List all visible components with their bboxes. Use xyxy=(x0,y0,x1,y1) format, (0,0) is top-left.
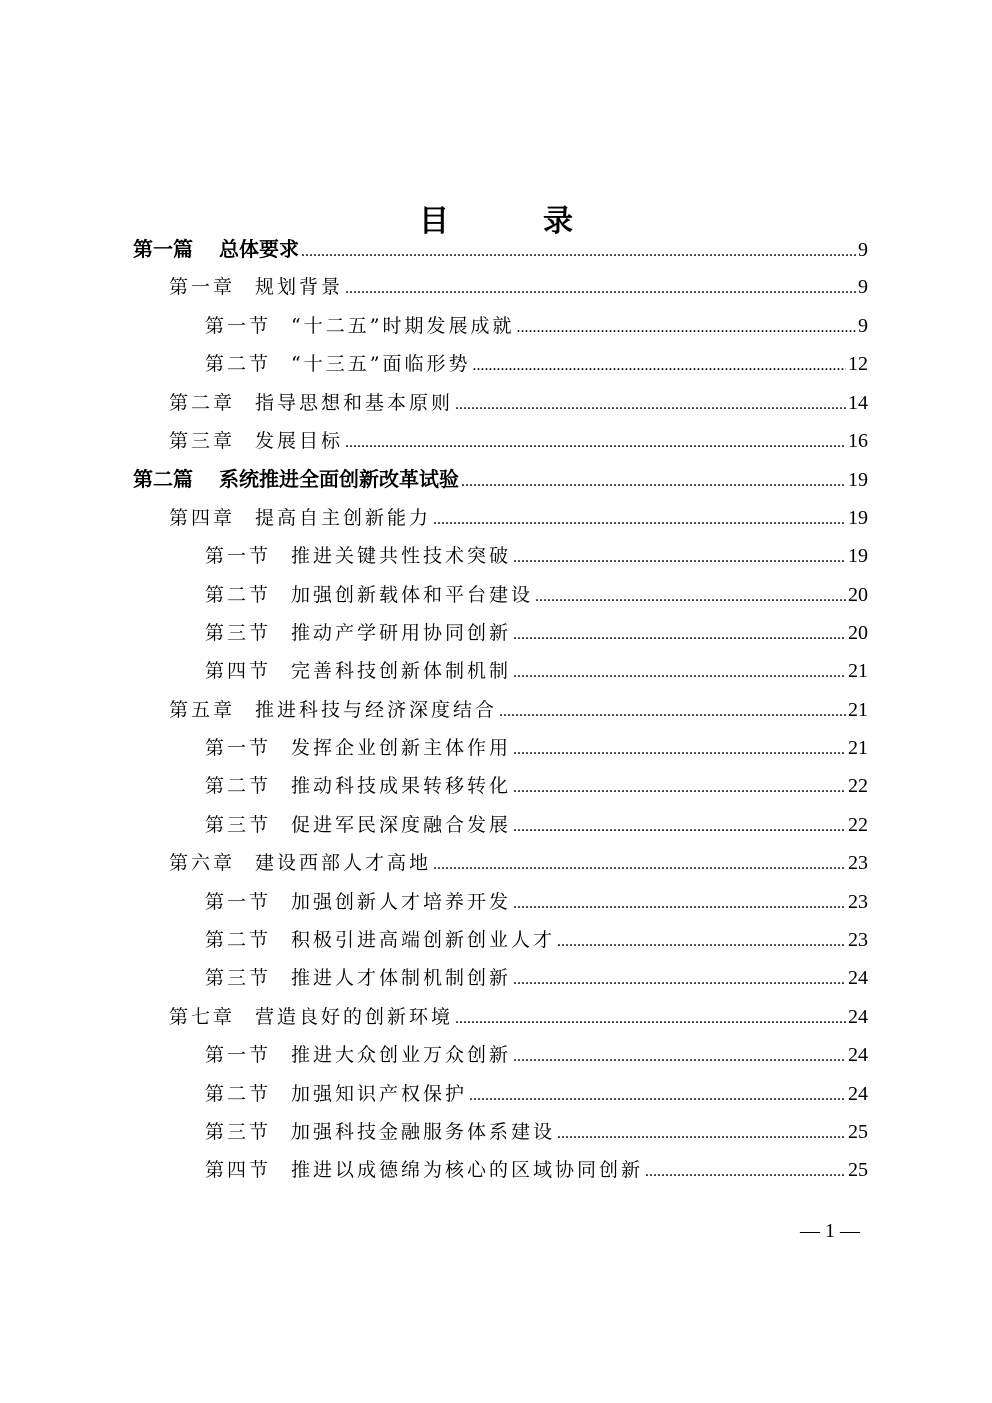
toc-entry-title: “十三五”面临形势 xyxy=(291,353,471,376)
toc-part-entry[interactable] xyxy=(133,230,868,268)
toc-entry-number: 第七章 xyxy=(169,1005,236,1028)
toc-section-entry[interactable] xyxy=(133,1151,868,1189)
toc-chapter-entry[interactable] xyxy=(133,691,868,729)
toc-entry-title: 推进人才体制机制创新 xyxy=(291,967,512,990)
toc-entry-page: 16 xyxy=(848,429,868,452)
toc-entry-page: 9 xyxy=(858,276,868,299)
toc-dot-leader xyxy=(499,693,846,731)
toc-dot-leader xyxy=(301,233,856,271)
toc-entry-number: 第一篇 xyxy=(133,237,193,261)
toc-dot-leader xyxy=(345,270,856,308)
toc-entry-number: 第二篇 xyxy=(133,467,193,492)
toc-entry-page: 23 xyxy=(848,929,868,952)
toc-entry-number: 第一节 xyxy=(205,314,272,337)
toc-dot-leader xyxy=(516,309,856,347)
toc-entry-number: 第二节 xyxy=(205,353,272,376)
toc-part-entry[interactable] xyxy=(133,460,868,498)
toc-chapter-entry[interactable] xyxy=(133,422,868,460)
toc-entry-title: 加强创新人才培养开发 xyxy=(291,890,512,913)
toc-entry-title: 推动科技成果转移转化 xyxy=(291,775,512,798)
toc-dot-leader xyxy=(557,1115,846,1153)
toc-dot-leader xyxy=(433,846,846,884)
toc-entry-number: 第一章 xyxy=(169,276,236,299)
toc-entry-title: 发挥企业创新主体作用 xyxy=(291,737,512,760)
toc-dot-leader xyxy=(513,961,846,999)
toc-entry-page: 19 xyxy=(848,545,868,568)
toc-entry-page: 24 xyxy=(848,1044,868,1067)
page-title: 目 录 xyxy=(419,204,605,240)
toc-entry-page: 25 xyxy=(848,1120,868,1143)
toc-entry-number: 第三节 xyxy=(205,621,272,644)
toc-entry-title: 规划背景 xyxy=(255,276,344,299)
toc-dot-leader xyxy=(345,424,846,462)
toc-entry-number: 第四节 xyxy=(205,1159,272,1182)
toc-entry-title: 系统推进全面创新改革试验 xyxy=(219,467,459,492)
toc-entry-number: 第四章 xyxy=(169,506,236,529)
toc-entry-number: 第二章 xyxy=(169,391,236,414)
toc-entry-title: 营造良好的创新环境 xyxy=(255,1005,454,1028)
table-of-contents xyxy=(133,230,868,1190)
toc-entry-number: 第一节 xyxy=(205,1044,272,1067)
toc-entry-page: 21 xyxy=(848,698,868,721)
toc-entry-title: 总体要求 xyxy=(219,237,299,261)
toc-entry-number: 第二节 xyxy=(205,775,272,798)
toc-entry-title: 积极引进高端创新创业人才 xyxy=(291,929,556,952)
toc-entry-title: 指导思想和基本原则 xyxy=(255,391,454,414)
toc-entry-title: “十二五”时期发展成就 xyxy=(291,314,515,337)
toc-chapter-entry[interactable] xyxy=(133,499,868,537)
toc-entry-title: 提高自主创新能力 xyxy=(255,506,432,529)
toc-entry-number: 第五章 xyxy=(169,698,236,721)
toc-chapter-entry[interactable] xyxy=(133,844,868,882)
toc-entry-page: 24 xyxy=(848,967,868,990)
toc-entry-page: 23 xyxy=(848,890,868,913)
toc-entry-title: 加强创新载体和平台建设 xyxy=(291,583,534,606)
toc-entry-page: 22 xyxy=(848,775,868,798)
toc-section-entry[interactable] xyxy=(133,537,868,575)
toc-entry-title: 加强知识产权保护 xyxy=(291,1082,468,1105)
toc-entry-number: 第二节 xyxy=(205,1082,272,1105)
toc-dot-leader xyxy=(513,769,846,807)
toc-section-entry[interactable] xyxy=(133,959,868,997)
toc-dot-leader xyxy=(455,386,846,424)
toc-section-entry[interactable] xyxy=(133,729,868,767)
toc-dot-leader xyxy=(472,347,846,385)
toc-section-entry[interactable] xyxy=(133,652,868,690)
toc-dot-leader xyxy=(455,1000,846,1038)
toc-dot-leader xyxy=(513,539,846,577)
toc-section-entry[interactable] xyxy=(133,921,868,959)
toc-section-entry[interactable] xyxy=(133,806,868,844)
toc-section-entry[interactable] xyxy=(133,345,868,383)
toc-entry-page: 19 xyxy=(848,506,868,529)
toc-entry-number: 第二节 xyxy=(205,583,272,606)
toc-dot-leader xyxy=(513,885,846,923)
toc-dot-leader xyxy=(513,616,846,654)
toc-entry-page: 14 xyxy=(848,391,868,414)
toc-dot-leader xyxy=(513,654,846,692)
toc-dot-leader xyxy=(433,501,846,539)
toc-entry-number: 第一节 xyxy=(205,890,272,913)
toc-entry-title: 推进以成德绵为核心的区域协同创新 xyxy=(291,1159,644,1182)
toc-entry-number: 第二节 xyxy=(205,929,272,952)
toc-entry-title: 建设西部人才高地 xyxy=(255,852,432,875)
toc-entry-title: 促进军民深度融合发展 xyxy=(291,813,512,836)
toc-entry-number: 第三节 xyxy=(205,1120,272,1143)
toc-chapter-entry[interactable] xyxy=(133,384,868,422)
toc-dot-leader xyxy=(557,923,846,961)
toc-entry-page: 21 xyxy=(848,660,868,683)
toc-entry-page: 24 xyxy=(848,1005,868,1028)
toc-entry-title: 推动产学研用协同创新 xyxy=(291,621,512,644)
toc-entry-page: 20 xyxy=(848,583,868,606)
toc-entry-page: 25 xyxy=(848,1159,868,1182)
toc-entry-page: 23 xyxy=(848,852,868,875)
toc-section-entry[interactable] xyxy=(133,883,868,921)
toc-entry-title: 推进科技与经济深度结合 xyxy=(255,698,498,721)
toc-entry-page: 12 xyxy=(848,353,868,376)
toc-section-entry[interactable] xyxy=(133,767,868,805)
toc-entry-title: 完善科技创新体制机制 xyxy=(291,660,512,683)
page-number: — 1 — xyxy=(800,1220,860,1242)
toc-section-entry[interactable] xyxy=(133,307,868,345)
toc-dot-leader xyxy=(513,808,846,846)
toc-dot-leader xyxy=(535,578,846,616)
toc-entry-page: 9 xyxy=(858,314,868,337)
toc-section-entry[interactable] xyxy=(133,1113,868,1151)
toc-entry-number: 第六章 xyxy=(169,852,236,875)
toc-entry-number: 第三节 xyxy=(205,813,272,836)
toc-dot-leader xyxy=(645,1153,846,1191)
toc-entry-number: 第一节 xyxy=(205,545,272,568)
toc-section-entry[interactable] xyxy=(133,1036,868,1074)
toc-entry-title: 加强科技金融服务体系建设 xyxy=(291,1120,556,1143)
toc-entry-page: 21 xyxy=(848,737,868,760)
toc-chapter-entry[interactable] xyxy=(133,268,868,306)
toc-entry-number: 第三章 xyxy=(169,429,236,452)
toc-entry-page: 22 xyxy=(848,813,868,836)
toc-dot-leader xyxy=(469,1077,846,1115)
toc-entry-page: 24 xyxy=(848,1082,868,1105)
toc-dot-leader xyxy=(513,731,846,769)
toc-entry-title: 发展目标 xyxy=(255,429,344,452)
toc-entry-page: 19 xyxy=(848,469,868,492)
toc-entry-number: 第四节 xyxy=(205,660,272,683)
toc-dot-leader xyxy=(461,463,846,501)
toc-section-entry[interactable] xyxy=(133,576,868,614)
toc-entry-page: 9 xyxy=(858,239,868,261)
toc-section-entry[interactable] xyxy=(133,1075,868,1113)
toc-section-entry[interactable] xyxy=(133,614,868,652)
toc-entry-number: 第一节 xyxy=(205,737,272,760)
toc-entry-page: 20 xyxy=(848,621,868,644)
toc-entry-number: 第三节 xyxy=(205,967,272,990)
toc-dot-leader xyxy=(513,1038,846,1076)
toc-entry-title: 推进大众创业万众创新 xyxy=(291,1044,512,1067)
toc-chapter-entry[interactable] xyxy=(133,998,868,1036)
toc-entry-title: 推进关键共性技术突破 xyxy=(291,545,512,568)
